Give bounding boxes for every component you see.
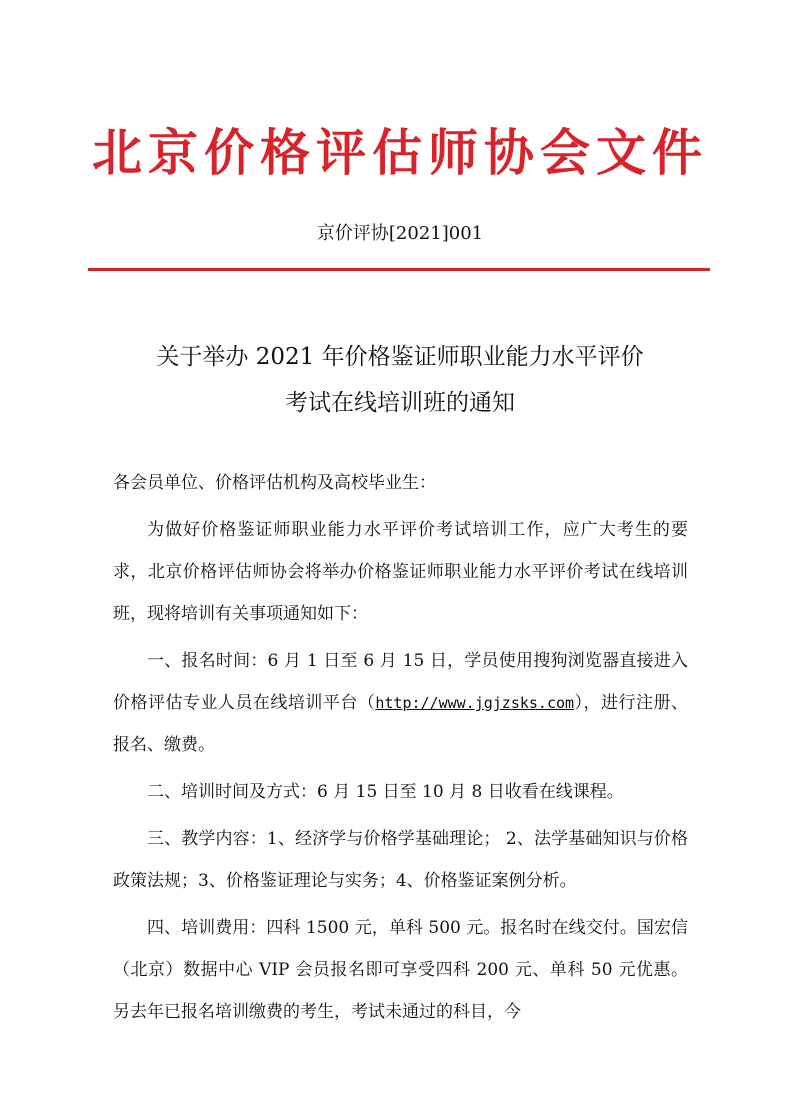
item-fees-paragraph: 四、培训费用：四科 1500 元，单科 500 元。报名时在线交付。国宏信（北京）数据中心 VIP 会员报名即可享受四科 200 元、单科 50 元优惠。另去年已报名培训缴费的考生，考试未通过的科目，今	[113, 918, 688, 1022]
item-registration-paragraph	[113, 640, 688, 766]
document-body	[113, 462, 688, 1038]
notice-title-line-2: 考试在线培训班的通知	[285, 390, 515, 416]
platform-url-link[interactable]: http://www.jgjzsks.com	[375, 694, 575, 712]
greeting-paragraph: 各会员单位、价格评估机构及高校毕业生：	[113, 473, 436, 493]
item-content-paragraph: 三、教学内容：1、经济学与价格学基础理论； 2、法学基础知识与价格政策法规；3、价格鉴证理论与实务；4、价格鉴证案例分析。	[113, 829, 688, 891]
notice-title-line-1: 关于举办 2021 年价格鉴证师职业能力水平评价	[156, 344, 644, 370]
item-registration-text-end: ），进行注册、报名、缴费。	[113, 693, 689, 755]
intro-paragraph: 为做好价格鉴证师职业能力水平评价考试培训工作，应广大考生的要求，北京价格评估师协会将举办价格鉴证师职业能力水平评价考试在线培训班，现将培训有关事项通知如下：	[113, 520, 688, 624]
item-schedule-paragraph: 二、培训时间及方式：6 月 15 日至 10 月 8 日收看在线课程。	[147, 782, 624, 802]
item-registration-text: 一、报名时间：6 月 1 日至 6 月 15 日，学员使用搜狗浏览器直接进入价格评估专业人员在线培训平台（	[113, 651, 688, 713]
org-header-title: 北京价格评估师协会文件	[92, 124, 708, 182]
header-divider	[88, 268, 710, 271]
document-number: 京价评协[2021]001	[316, 223, 484, 244]
